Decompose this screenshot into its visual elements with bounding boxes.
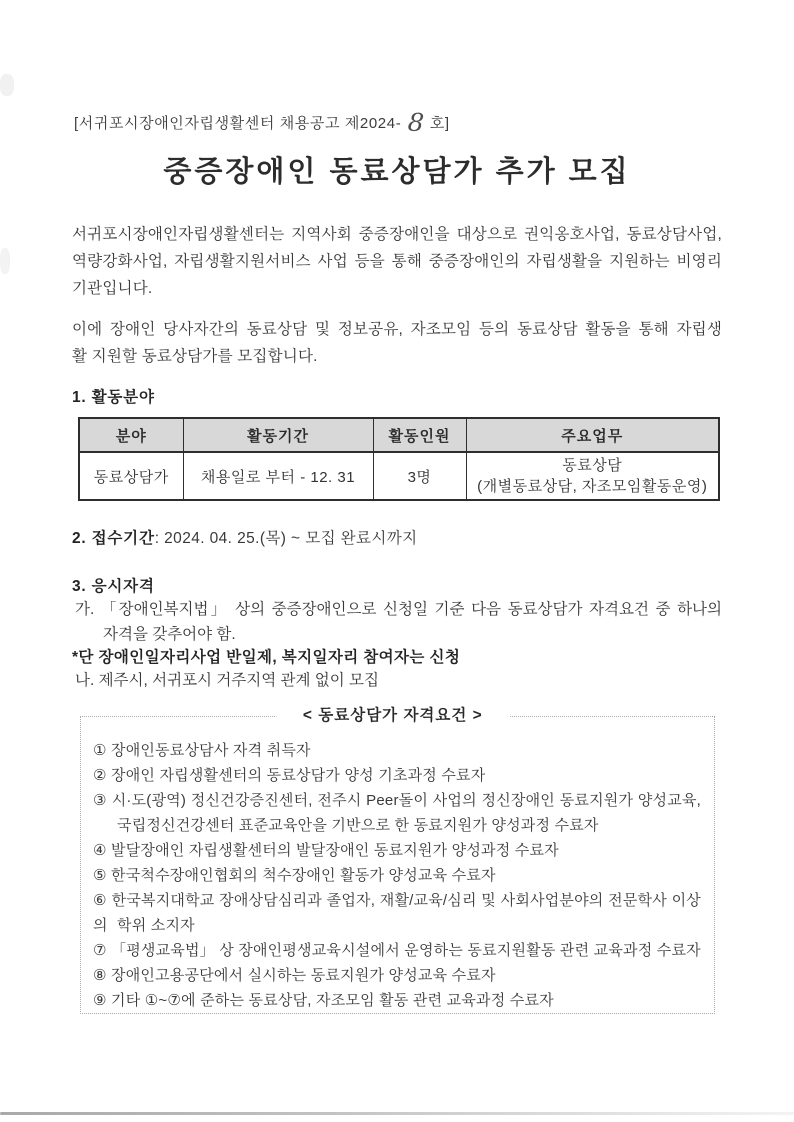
section3-ga-line: 가. 「장애인복지법」 상의 중증장애인으로 신청일 기준 다음 동료상담가 자격요건 중 하나의 [75, 601, 722, 618]
section3-item-na: 나. 제주시, 서귀포시 거주지역 관계 없이 모집 [75, 672, 379, 689]
intro-p2-line: 활 지원할 동료상담가를 모집합니다. [72, 348, 318, 365]
qualification-box-title: < 동료상담가 자격요건 > [276, 705, 510, 727]
qualification-box [80, 707, 715, 1014]
notice-suffix: 호] [429, 115, 450, 132]
handwritten-notice-number: 8 [407, 107, 427, 138]
qual-item-7: ⑦ 「평생교육법」 상 장애인평생교육시설에서 운영하는 동료지원활동 관련 교육과정 수료자 [93, 942, 701, 959]
section2-heading: 2. 접수기간 [72, 530, 155, 547]
col-header-field: 분야 [79, 418, 183, 452]
scan-page-edge [0, 1112, 794, 1115]
activity-table [78, 417, 720, 501]
table-row [79, 452, 719, 500]
qual-item-6: ⑥ 한국복지대학교 장애상담심리과 졸업자, 재활/교육/심리 및 사회사업분야의 전문학사 이상의 [93, 892, 701, 934]
cell-duty [466, 452, 719, 500]
intro-paragraph-2 [72, 316, 722, 370]
qual-item-3-cont: 국립정신건강센터 표준교육안을 기반으로 한 동료지원가 양성과정 수료자 [117, 817, 599, 834]
scan-smudge [0, 74, 14, 96]
qual-item-6-cont: 학위 소지자 [117, 917, 195, 934]
cell-duty-line: (개별동료상담, 자조모임활동운영) [477, 478, 708, 495]
col-header-period: 활동기간 [183, 418, 373, 452]
section3-heading: 3. 응시자격 [72, 578, 155, 595]
intro-p1-line: 기관입니다. [72, 280, 153, 297]
document-title: 중증장애인 동료상담가 추가 모집 [163, 156, 631, 188]
qual-item-5: ⑤ 한국척수장애인협회의 척수장애인 활동가 양성교육 수료자 [93, 867, 496, 884]
intro-p2-line: 이에 장애인 당사자간의 동료상담 및 정보공유, 자조모임 등의 동료상담 활동을 통해 자립생 [72, 321, 722, 338]
notice-prefix: [서귀포시장애인자립생활센터 채용공고 제2024- [74, 115, 402, 132]
table-header-row [79, 418, 719, 452]
intro-paragraph-1 [72, 221, 722, 302]
section2-line [72, 526, 418, 548]
cell-count: 3명 [373, 452, 466, 500]
section3-item-ga [75, 597, 722, 647]
qual-item-3: ③ 시·도(광역) 정신건강증진센터, 전주시 Peer돌이 사업의 정신장애인 동료지원가 양성교육, [93, 792, 701, 809]
qual-item-9: ⑨ 기타 ①~⑦에 준하는 동료상담, 자조모임 활동 관련 교육과정 수료자 [93, 992, 554, 1009]
cell-duty-line: 동료상담 [562, 457, 623, 474]
notice-number-line [74, 105, 450, 138]
cell-field: 동료상담가 [79, 452, 183, 500]
qual-item-1: ① 장애인동료상담사 자격 취득자 [93, 742, 311, 759]
activity-table-wrapper [78, 417, 720, 501]
col-header-count: 활동인원 [373, 418, 466, 452]
section3-ga-line: 자격을 갖추어야 함. [103, 626, 236, 643]
cell-period: 채용일로 부터 - 12. 31 [183, 452, 373, 500]
section1-heading: 1. 활동분야 [72, 389, 155, 406]
intro-p1-line: 역량강화사업, 자립생활지원서비스 사업 등을 통해 중증장애인의 자립생활을 지원하는 비영리 [72, 253, 722, 270]
qual-item-2: ② 장애인 자립생활센터의 동료상담가 양성 기초과정 수료자 [93, 767, 486, 784]
col-header-duty: 주요업무 [466, 418, 719, 452]
intro-p1-line: 서귀포시장애인자립생활센터는 지역사회 중증장애인을 대상으로 권익옹호사업, 동료상담사업, [72, 226, 722, 243]
scan-smudge [0, 248, 10, 274]
section3-note: *단 장애인일자리사업 반일제, 복지일자리 참여자는 신청 [72, 649, 461, 666]
section2-value: : 2024. 04. 25.(목) ~ 모집 완료시까지 [154, 530, 418, 547]
qual-item-4: ④ 발달장애인 자립생활센터의 발달장애인 동료지원가 양성과정 수료자 [93, 842, 559, 859]
qual-item-8: ⑧ 장애인고용공단에서 실시하는 동료지원가 양성교육 수료자 [93, 967, 496, 984]
qualification-items [81, 717, 714, 1013]
